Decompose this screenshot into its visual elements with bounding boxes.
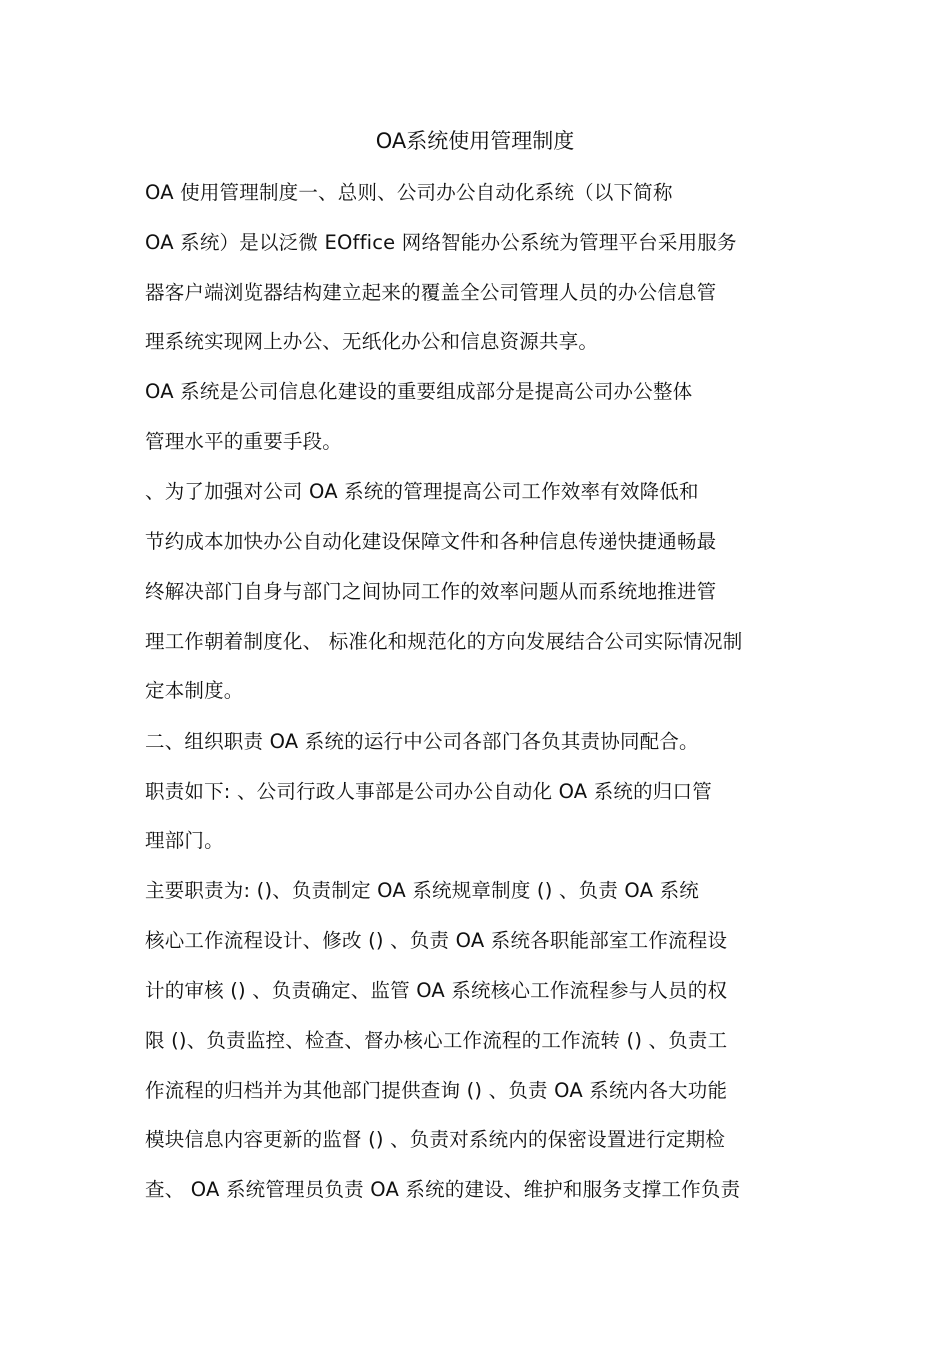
body-line: 二、组织职责 OA 系统的运行中公司各部门各负其责协同配合。	[145, 730, 699, 753]
body-line: 理系统实现网上办公、无纸化办公和信息资源共享。	[145, 330, 599, 353]
body-line: 定本制度。	[145, 679, 244, 702]
body-line: OA 使用管理制度一、总则、公司办公自动化系统（以下简称	[145, 181, 673, 204]
body-line: 理工作朝着制度化、 标准化和规范化的方向发展结合公司实际情况制	[145, 630, 743, 653]
body-line: OA 系统是公司信息化建设的重要组成部分是提高公司办公整体	[145, 380, 693, 403]
body-line: 查、 OA 系统管理员负责 OA 系统的建设、维护和服务支撑工作负责	[145, 1178, 741, 1201]
body-line: OA 系统）是以泛微 EOffice 网络智能办公系统为管理平台采用服务	[145, 231, 737, 254]
body-line: 作流程的归档并为其他部门提供查询 () 、负责 OA 系统内各大功能	[145, 1079, 728, 1102]
body-line: 模块信息内容更新的监督 () 、负责对系统内的保密设置进行定期检	[145, 1128, 726, 1151]
body-line: 职责如下: 、公司行政人事部是公司办公自动化 OA 系统的归口管	[145, 780, 712, 803]
body-line: 限 ()、负责监控、检查、督办核心工作流程的工作流转 () 、负责工	[145, 1029, 728, 1052]
body-line: 器客户端浏览器结构建立起来的覆盖全公司管理人员的办公信息管	[145, 281, 717, 304]
body-line: 主要职责为: ()、负责制定 OA 系统规章制度 () 、负责 OA 系统	[145, 879, 699, 902]
body-line: 核心工作流程设计、修改 () 、负责 OA 系统各职能部室工作流程设	[145, 929, 728, 952]
body-line: 管理水平的重要手段。	[145, 430, 343, 453]
body-line: 节约成本加快办公自动化建设保障文件和各种信息传递快捷通畅最	[145, 530, 717, 553]
body-line: 终解决部门自身与部门之间协同工作的效率问题从而系统地推进管	[145, 580, 717, 603]
body-line: 计的审核 () 、负责确定、监管 OA 系统核心工作流程参与人员的权	[145, 979, 728, 1002]
body-line: 、为了加强对公司 OA 系统的管理提高公司工作效率有效降低和	[145, 480, 699, 503]
body-line: 理部门。	[145, 829, 224, 852]
document-title: OA系统使用管理制度	[375, 129, 575, 153]
